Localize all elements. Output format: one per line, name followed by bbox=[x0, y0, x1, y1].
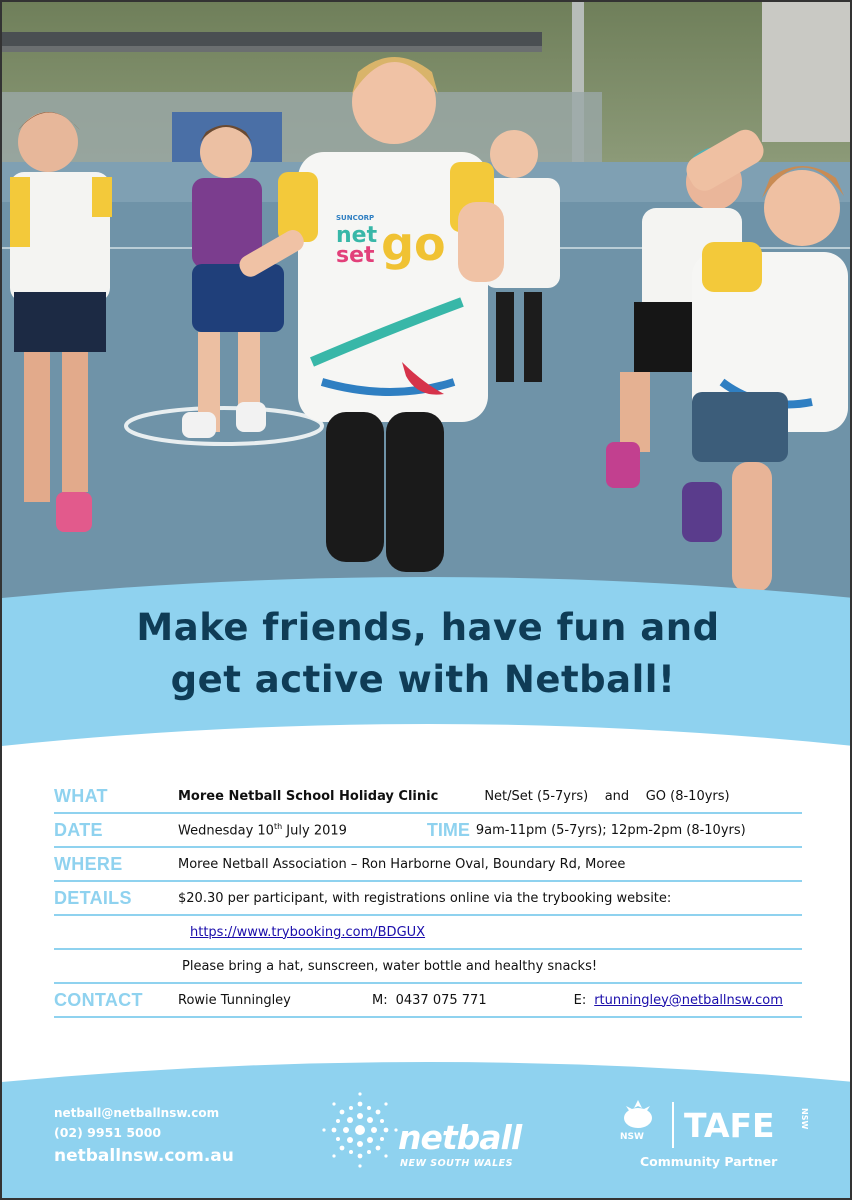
headline bbox=[2, 602, 852, 706]
what-label: WHAT bbox=[54, 785, 108, 806]
event-info-table bbox=[54, 780, 802, 1018]
netball-logo-word: netball bbox=[398, 1118, 522, 1157]
info-row-date bbox=[54, 814, 802, 848]
shirt-set: set bbox=[336, 243, 375, 268]
headline-line-1: Make friends, have fun and bbox=[136, 606, 720, 649]
shirt-net: net bbox=[336, 223, 378, 248]
shirt-print bbox=[336, 214, 456, 271]
footer-email[interactable]: netball@netballnsw.com bbox=[54, 1106, 220, 1120]
footer-contact bbox=[54, 1106, 234, 1166]
where-value: Moree Netball Association – Ron Harborne Oval, Boundary Rd, Moree bbox=[178, 856, 626, 872]
info-row-details bbox=[54, 882, 802, 916]
clinic-title: Moree Netball School Holiday Clinic bbox=[178, 788, 439, 804]
info-row-link bbox=[54, 916, 802, 950]
date-value: Wednesday 10th July 2019 bbox=[178, 821, 347, 839]
info-row-where bbox=[54, 848, 802, 882]
nsw-label: NSW bbox=[620, 1132, 644, 1142]
trybooking-link[interactable]: https://www.trybooking.com/BDGUX bbox=[190, 924, 426, 940]
email-label: E: bbox=[573, 992, 587, 1008]
details-label: DETAILS bbox=[54, 887, 132, 908]
community-partner-label: Community Partner bbox=[640, 1154, 778, 1169]
where-label: WHERE bbox=[54, 853, 123, 874]
tafe-side-label: NSW bbox=[800, 1108, 809, 1130]
shirt-brand: SUNCORP bbox=[336, 214, 375, 222]
nsw-tafe-logo bbox=[614, 1098, 814, 1178]
details-value: $20.30 per participant, with registrations online via the trybooking website: bbox=[178, 890, 672, 906]
footer-website[interactable]: netballnsw.com.au bbox=[54, 1146, 234, 1166]
info-row-what bbox=[54, 780, 802, 814]
mobile-number: 0437 075 771 bbox=[395, 992, 487, 1008]
shirt-go: go bbox=[381, 217, 446, 271]
date-label: DATE bbox=[54, 819, 103, 840]
clinic-programs: Net/Set (5-7yrs) and GO (8-10yrs) bbox=[484, 788, 730, 804]
headline-line-2: get active with Netball! bbox=[170, 658, 676, 701]
bring-note: Please bring a hat, sunscreen, water bottle and healthy snacks! bbox=[182, 958, 598, 974]
sunburst-icon bbox=[320, 1090, 400, 1170]
time-label: TIME bbox=[426, 819, 470, 840]
hero-photo bbox=[2, 2, 852, 642]
waratah-icon bbox=[618, 1098, 658, 1132]
info-row-contact bbox=[54, 984, 802, 1018]
contact-email-link[interactable]: rtunningley@netballnsw.com bbox=[594, 992, 783, 1008]
contact-label: CONTACT bbox=[54, 989, 143, 1010]
time-value: 9am-11pm (5-7yrs); 12pm-2pm (8-10yrs) bbox=[475, 822, 746, 838]
netball-logo-sub: NEW SOUTH WALES bbox=[400, 1158, 513, 1169]
footer-phone: (02) 9951 5000 bbox=[54, 1125, 162, 1140]
tafe-word: TAFE bbox=[684, 1106, 775, 1145]
netball-nsw-logo bbox=[320, 1090, 550, 1180]
contact-name: Rowie Tunningley bbox=[178, 992, 291, 1008]
logo-divider bbox=[672, 1102, 674, 1148]
info-row-note bbox=[54, 950, 802, 984]
mobile-label: M: bbox=[372, 992, 388, 1008]
